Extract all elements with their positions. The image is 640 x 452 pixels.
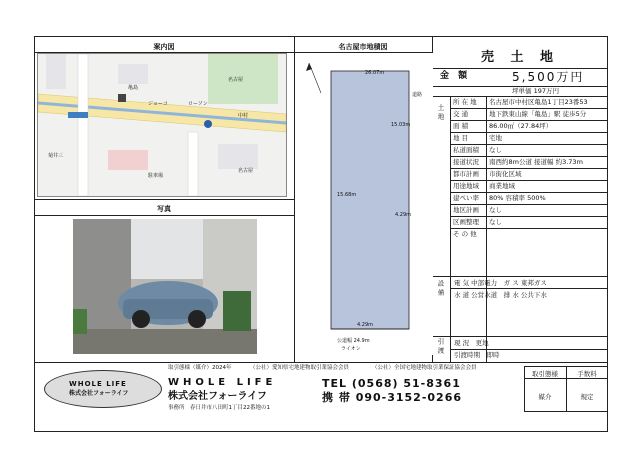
company-logo [44, 370, 162, 408]
plan-label: 26.07m [365, 70, 385, 76]
spec-label: 所 在 地 [453, 98, 477, 106]
spec-label: 面 積 [453, 122, 469, 130]
divider [432, 96, 608, 97]
spec-label: 区画整理 [453, 218, 479, 226]
license-b: （公社）全国宅地建物取引業保証協会会員 [372, 365, 477, 371]
company-address: 事務所 春日井市八田町1丁目22番地の1 [168, 405, 271, 411]
logo-text: 株式会社フォーライフ [69, 390, 129, 397]
spec-label: そ の 他 [453, 230, 477, 238]
spec-value: 80% 容積率 500% [489, 194, 546, 202]
spec-label: 私道面積 [453, 146, 479, 154]
utility-row: 電 気 中部電力 ガ ス 東邦ガス [454, 279, 547, 287]
divider [450, 96, 451, 362]
photo-title: 写真 [157, 205, 171, 213]
location-map [37, 53, 287, 197]
spec-value: なし [489, 218, 502, 226]
divider [486, 96, 487, 362]
deal-header: 取引態様 [532, 370, 558, 378]
spec-value: なし [489, 206, 502, 214]
divider [34, 215, 294, 216]
spec-value: 名古屋市中村区亀島1丁目23番53 [489, 98, 588, 106]
divider [34, 362, 608, 363]
spec-label: 建ぺい率 [453, 194, 479, 202]
spec-label: 地 目 [453, 134, 469, 142]
property-photo [73, 219, 257, 354]
map-label: ローソン [188, 101, 208, 107]
tel-number: TEL (0568) 51-8361 [322, 377, 461, 390]
price-value: 5,500万円 [512, 70, 585, 84]
deal-value: 規定 [580, 393, 594, 401]
spec-value: 地下鉄東山線「亀島」駅 徒歩5分 [489, 110, 587, 118]
section-label: 設 備 [436, 280, 445, 296]
deal-value: 媒介 [538, 393, 552, 401]
plan-note: ライオン [341, 346, 361, 352]
plan-label: 4.29m [357, 322, 374, 328]
map-label: 名古屋 [228, 77, 244, 83]
map-label: 中村 [238, 113, 249, 119]
plan-note: 公道幅 24.9m [337, 338, 370, 344]
section-label: 引 渡 [436, 338, 445, 354]
logo-text: WHOLE LIFE [69, 380, 127, 388]
plan-graphic [301, 53, 433, 355]
spec-value: 商業地域 [489, 182, 515, 190]
spec-value: 南西約8m公道 接道幅 約3.73m [489, 158, 583, 166]
section-label: 土 地 [436, 104, 445, 120]
company-name-jp: 株式会社フォーライフ [168, 391, 267, 402]
spec-value: なし [489, 146, 502, 154]
plan-title: 名古屋市地積図 [338, 43, 388, 51]
map-label: 駐車場 [148, 173, 164, 179]
spec-label: 用途地域 [453, 182, 479, 190]
mobile-number: 携 帯 090-3152-0266 [322, 391, 463, 404]
photo-graphic [73, 219, 257, 354]
tsubo-price: 坪単価 197万円 [512, 87, 559, 95]
map-label: 亀島 [128, 85, 139, 91]
plan-label: 15.03m [391, 122, 411, 128]
spec-value: 86.00㎡（27.84坪） [489, 122, 553, 130]
divider [34, 199, 294, 200]
map-title: 案内図 [153, 43, 175, 51]
price-label: 金 額 [440, 71, 471, 81]
lot-plan [301, 53, 433, 355]
terms-row: 引渡時期 即時 [454, 351, 500, 359]
license-a: （公社）愛知県宅地建物取引業協会会員 [250, 365, 350, 371]
divider [294, 36, 295, 362]
spec-value: 市街化区域 [489, 170, 522, 178]
spec-label: 都市計画 [453, 170, 479, 178]
utility-row: 水 道 公営水道 排 水 公共下水 [454, 291, 547, 299]
plan-label: 4.29m [395, 212, 412, 218]
spec-value: 宅地 [489, 134, 502, 142]
plan-label: 15.68m [337, 192, 357, 198]
plan-label: 道路 [412, 92, 423, 98]
sale-title: 売 土 地 [480, 50, 560, 65]
deal-header: 手数料 [577, 370, 597, 378]
terms-row: 現 況 更地 [454, 339, 489, 347]
map-label: ジョーコ [148, 101, 168, 107]
map-label: 名古屋 [238, 168, 254, 174]
spec-label: 接道状況 [453, 158, 479, 166]
map-label: 菊井三 [48, 153, 64, 159]
company-name-en: WHOLE LIFE [168, 377, 277, 388]
spec-label: 交 通 [453, 110, 469, 118]
disclaimer: 取引態様（媒介）2024年 [168, 365, 232, 371]
divider [432, 68, 608, 69]
spec-label: 地区計画 [453, 206, 479, 214]
